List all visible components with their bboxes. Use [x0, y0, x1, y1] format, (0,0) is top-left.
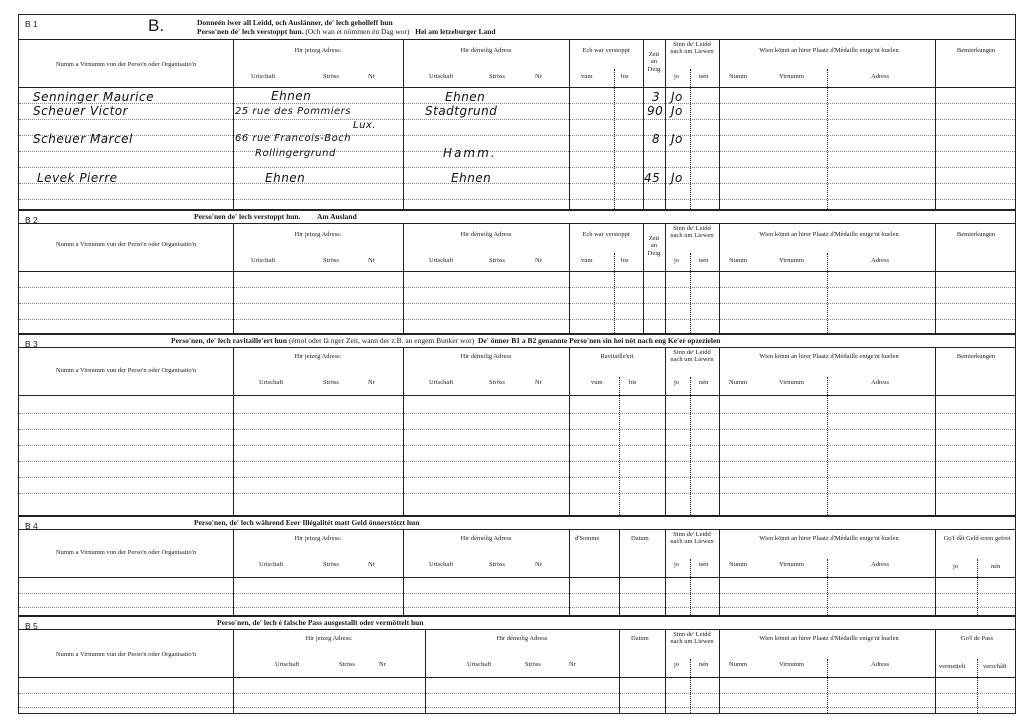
col-name-label: Numm a Virnumm vun der Perso'n oder Organisatio'n	[55, 61, 197, 68]
col-sum-label: d'Somme	[575, 535, 600, 542]
col-vum: vum	[581, 73, 593, 80]
col-adress: Adress	[871, 561, 890, 568]
col-jo: jo	[674, 257, 680, 264]
col-hidden-label: Ech war verstoppt	[582, 47, 630, 54]
col-nen: nén	[699, 561, 709, 568]
col-datum-label: Datum	[631, 535, 649, 542]
section-heading: Perso'nen de' lech verstoppt hun. Am Ausland	[194, 212, 357, 221]
col-remarks-label: Bemierkungen	[956, 353, 996, 360]
col-addr-now-label: Hir jetzeg Adress:	[294, 535, 342, 542]
col-stross: Ströss	[489, 73, 505, 80]
col-stross: Ströss	[323, 561, 339, 568]
col-adress: Adress	[871, 661, 890, 668]
col-nen: nén	[699, 257, 709, 264]
col-virnumm: Virnumm	[779, 257, 804, 264]
col-vermettelt: vermettelt	[939, 663, 966, 670]
col-nen: nén	[699, 379, 709, 386]
section-heading: Perso'nen, de' lech é falsche Pass ausgestallt oder vermöttelt hun	[217, 618, 424, 627]
col-alive-label: Sinn de' Leidd nach um Liewen	[670, 41, 714, 56]
section-b3	[18, 334, 1016, 516]
col-numm: Numm	[729, 379, 748, 386]
col-jo: jo	[674, 73, 680, 80]
col-urtschaft: Urtschaft	[429, 379, 454, 386]
col-nen: nén	[699, 661, 709, 668]
entry-then-town: Hamm.	[443, 146, 497, 160]
col-nr: Nr	[379, 661, 386, 668]
form-letter: B.	[148, 16, 165, 35]
col-virnumm: Virnumm	[779, 561, 804, 568]
col-alive-label: Sinn de' Leidd nach um Liewen	[670, 631, 714, 646]
col-urtschaft: Urtschaft	[259, 379, 284, 386]
col-jo: jo	[674, 561, 680, 568]
col-adress: Adress	[871, 73, 890, 80]
col-addr-now-label: Hir jetzeg Adress:	[294, 47, 342, 54]
col-nr: Nr	[535, 257, 542, 264]
col-nr: Nr	[368, 379, 375, 386]
entry-name: Scheuer Victor	[33, 104, 129, 118]
col-stross: Ströss	[489, 257, 505, 264]
entry-now-town: Ehnen	[271, 89, 312, 103]
col-jo: jo	[674, 379, 680, 386]
section-b2	[18, 210, 1016, 334]
col-urtschaft: Urtschaft	[251, 73, 276, 80]
col-stross: Ströss	[525, 661, 541, 668]
col-nr: Nr	[535, 379, 542, 386]
col-medal-label: Wien könnt an hirer Plaatz d'Médaille entge'nt huelen	[759, 231, 899, 238]
col-pass-label: Go'f de Pass	[960, 635, 994, 642]
col-numm: Numm	[729, 73, 748, 80]
col-nr: Nr	[368, 561, 375, 568]
col-adress: Adress	[871, 379, 890, 386]
col-nr: Nr	[368, 73, 375, 80]
col-medal-label: Wien könnt an hirer Plaatz d'Médaille entge'nt huelen	[759, 47, 899, 54]
col-nen: nén	[699, 73, 709, 80]
entry-days: 8	[652, 132, 661, 146]
col-nr: Nr	[569, 661, 576, 668]
divider	[19, 39, 1015, 40]
section-b1	[18, 14, 1016, 210]
col-urtschaft: Urtschaft	[429, 257, 454, 264]
col-virnumm: Virnumm	[779, 73, 804, 80]
col-addr-then-label: Hir démolig Adress	[460, 353, 512, 360]
col-name-label: Numm a Virnumm vun der Perso'n oder Organisatio'n	[55, 241, 197, 248]
entry-now-street: 66 rue Francois-Boch	[235, 133, 352, 144]
entry-now-town: Ehnen	[265, 171, 306, 185]
col-remarks-label: Bemierkungen	[956, 47, 996, 54]
col-urtschaft: Urtschaft	[251, 257, 276, 264]
col-bis: bis	[621, 73, 629, 80]
col-alive-label: Sinn de' Leidd nach um Liewen	[670, 349, 714, 364]
col-supplied-label: Ravitaille'ert	[600, 353, 634, 360]
col-addr-now-label: Hir jetzeg Adress:	[294, 353, 342, 360]
col-numm: Numm	[729, 257, 748, 264]
col-urtschaft: Urtschaft	[275, 661, 300, 668]
col-addr-then-label: Hir démolig Adress	[460, 231, 512, 238]
section-code: B 2	[25, 215, 38, 225]
col-money-label: Go'f dât Geld erem gefrot	[943, 535, 1011, 542]
col-remarks-label: Bemierkungen	[956, 231, 996, 238]
col-addr-then-label: Hir démolig Adress	[460, 535, 512, 542]
col-stross: Ströss	[489, 561, 505, 568]
entry-then-town: Ehnen	[451, 171, 492, 185]
entry-now-cont: Lux.	[353, 120, 377, 131]
section-code: B 5	[25, 621, 38, 631]
section-code: B 1	[25, 19, 38, 29]
entry-name: Senninger Maurice	[33, 90, 154, 104]
section-code: B 4	[25, 521, 38, 531]
col-name-label: Numm a Virnumm vun der Perso'n oder Organisatio'n	[55, 549, 197, 556]
col-jo: jo	[953, 563, 959, 570]
entry-name: Scheuer Marcel	[33, 132, 133, 146]
section-subheading: Perso'nen de' lech verstoppt hun. (Och wan et nömmen én Dag wor) Hei am letzeburger Land	[197, 27, 496, 36]
section-code: B 3	[25, 339, 38, 349]
col-numm: Numm	[729, 561, 748, 568]
col-nen: nén	[991, 563, 1001, 570]
col-medal-label: Wien könnt an hirer Plaatz d'Médaille entge'nt huelen	[759, 535, 899, 542]
section-heading: Perso'nen, de' lech während Erer Illégalitét matt Geld önnerstötzt hun	[194, 518, 420, 527]
section-heading: Perso'nen, de' lech ravitaille'ert hun (émol oder lä nger Zeit, wann der z.B. an engem Bunker wor) De' önner B1 a B2 genannte Perso'nen sin hei nöt nach eng Ke'er opzezielen	[171, 336, 721, 345]
col-stross: Ströss	[323, 379, 339, 386]
section-heading: Donneén iwer all Leidd, och Auslänner, de' lech geholleff hun	[197, 18, 393, 27]
entry-days: 90	[647, 104, 664, 118]
col-nr: Nr	[535, 561, 542, 568]
col-verschaft: verschâft	[983, 663, 1007, 670]
entry-then-town: Stadtgrund	[425, 104, 498, 118]
col-urtschaft: Urtschaft	[259, 561, 284, 568]
entry-now-cont: Rollingergrund	[255, 148, 336, 159]
col-stross: Ströss	[323, 257, 339, 264]
entry-name: Levek Pierre	[37, 171, 118, 185]
col-bis: bis	[621, 257, 629, 264]
entry-alive: Jo	[671, 132, 683, 146]
col-alive-label: Sinn de' Leidd nach um Liewen	[670, 225, 714, 240]
col-urtschaft: Urtschaft	[429, 73, 454, 80]
col-addr-now-label: Hir jetzeg Adress:	[305, 635, 353, 642]
col-virnumm: Virnumm	[779, 661, 804, 668]
entry-now-street: 25 rue des Pommiers	[235, 106, 351, 117]
col-stross: Ströss	[339, 661, 355, 668]
entry-days: 45	[644, 171, 661, 185]
entry-alive: Jo	[671, 104, 683, 118]
entry-alive: Jo	[671, 171, 683, 185]
col-jo: jo	[674, 661, 680, 668]
col-medal-label: Wien könnt an hirer Plaatz d'Médaille entge'nt huelen	[759, 353, 899, 360]
col-datum-label: Datum	[631, 635, 649, 642]
col-addr-then-label: Hir démolig Adress	[460, 47, 512, 54]
section-b5	[18, 616, 1016, 714]
col-urtschaft: Urtschaft	[429, 561, 454, 568]
col-vum: vum	[591, 379, 603, 386]
col-addr-now-label: Hir jetzeg Adress:	[294, 231, 342, 238]
col-nr: Nr	[535, 73, 542, 80]
divider	[19, 87, 1015, 88]
col-zeit-label: Zeit an Déig	[647, 235, 661, 257]
col-nr: Nr	[368, 257, 375, 264]
col-vum: vum	[581, 257, 593, 264]
col-stross: Ströss	[489, 379, 505, 386]
col-hidden-label: Ech war verstoppt	[582, 231, 630, 238]
col-adress: Adress	[871, 257, 890, 264]
col-numm: Numm	[729, 661, 748, 668]
col-name-label: Numm a Virnumm vun der Perso'n oder Organisatio'n	[55, 651, 197, 658]
col-stross: Ströss	[323, 73, 339, 80]
entry-then-town: Ehnen	[445, 90, 486, 104]
col-medal-label: Wien könnt an hirer Plaatz d'Médaille entge'nt huelen	[759, 635, 899, 642]
entry-alive: Jo	[671, 90, 683, 104]
col-addr-then-label: Hir démolig Adress	[496, 635, 548, 642]
col-alive-label: Sinn de' Leidd nach um Liewen	[670, 531, 714, 546]
col-name-label: Numm a Virnumm vun der Perso'n oder Organisatio'n	[55, 367, 197, 374]
col-bis: bis	[629, 379, 637, 386]
col-zeit-label: Zeit an Déig	[647, 51, 661, 73]
col-urtschaft: Urtschaft	[467, 661, 492, 668]
col-virnumm: Virnumm	[779, 379, 804, 386]
section-b4	[18, 516, 1016, 616]
entry-days: 3	[652, 90, 661, 104]
